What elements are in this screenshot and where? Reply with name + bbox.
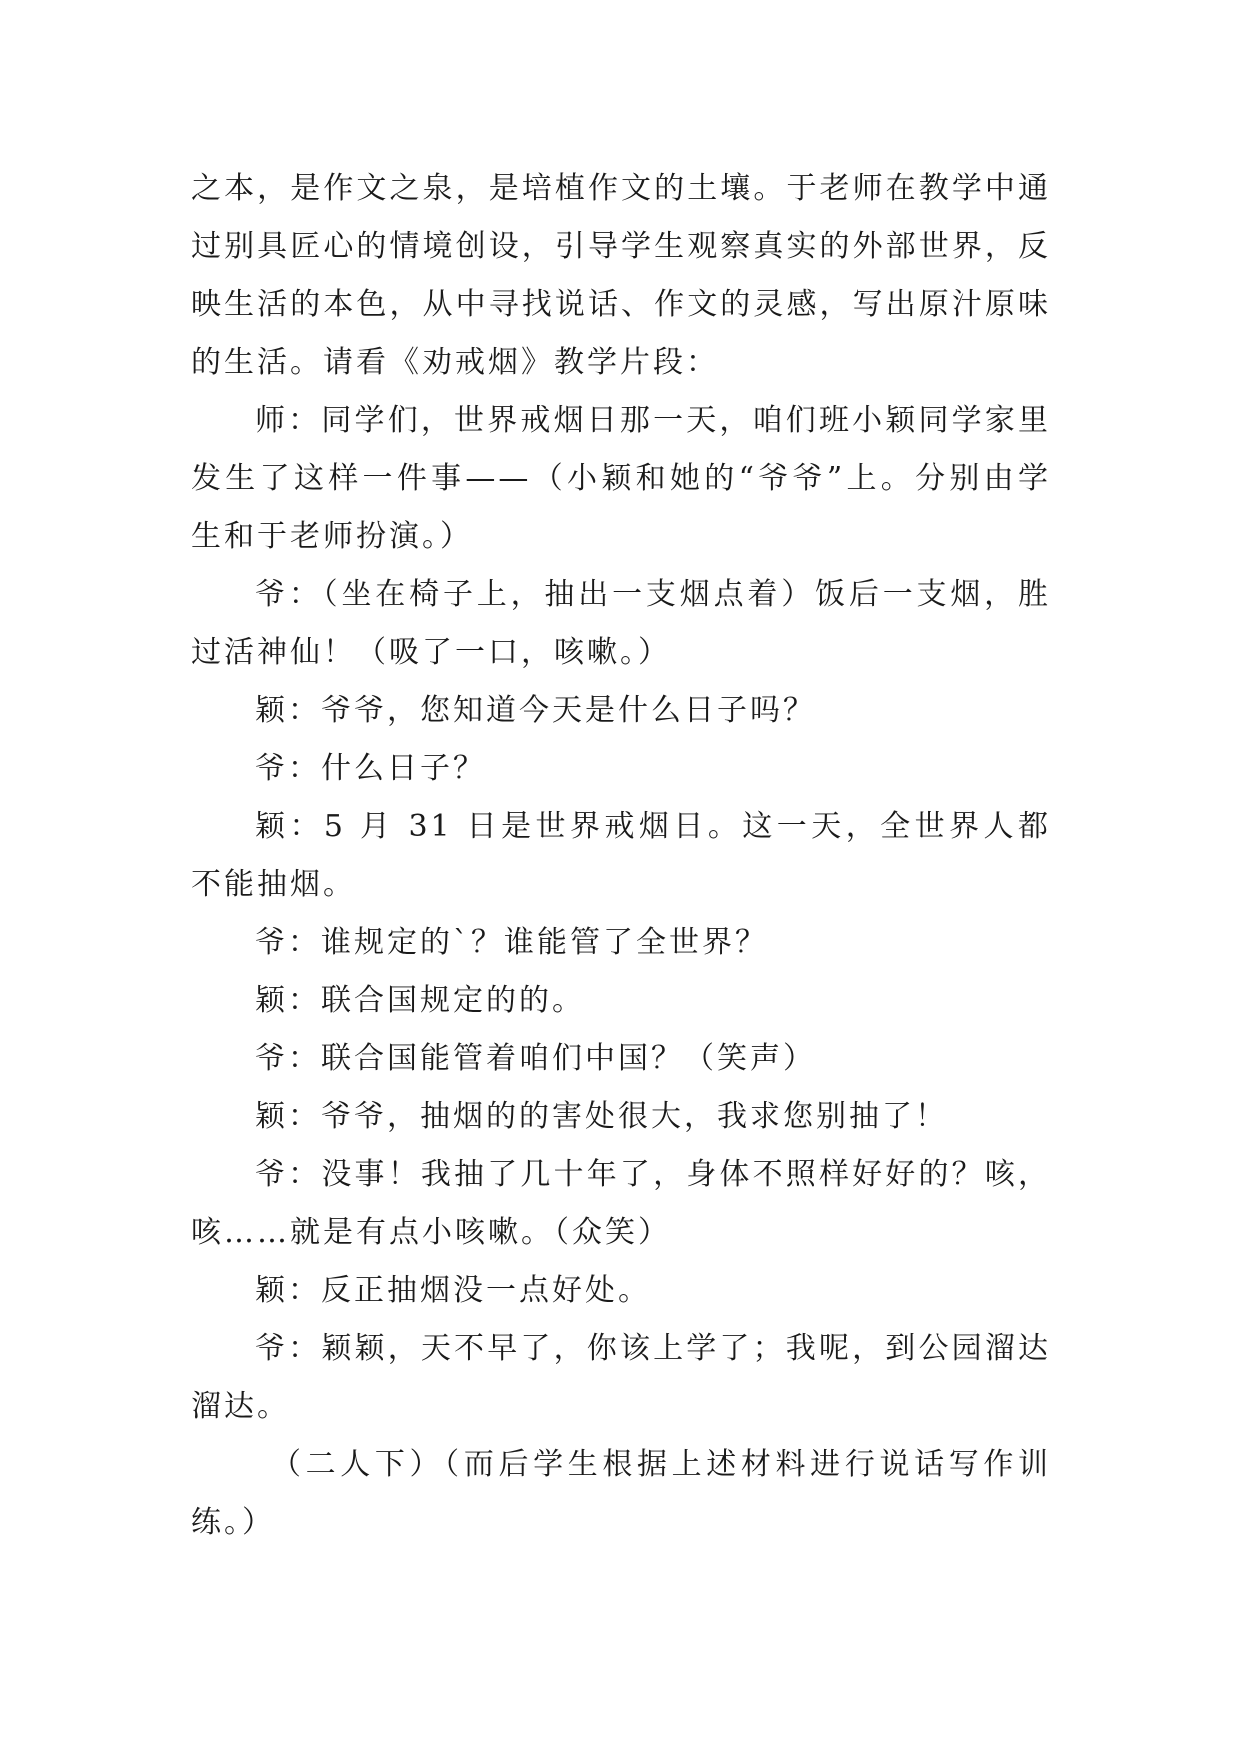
- dialogue-line-teacher: 师：同学们，世界戒烟日那一天，咱们班小颖同学家里发生了这样一件事——（小颖和她的“爷爷”上。分别由学生和于老师扮演。）: [191, 403, 1051, 554]
- dialogue-line-grandpa: 爷：没事！我抽了几十年了，身体不照样好好的？咳，咳……就是有点小咳嗽。（众笑）: [191, 1157, 1051, 1250]
- dialogue-line-grandpa: 爷：联合国能管着咱们中国？（笑声）: [255, 1041, 816, 1076]
- dialogue-line-grandpa: 爷：谁规定的`？谁能管了全世界？: [255, 925, 768, 960]
- dialogue-line-ying: 颖：爷爷，您知道今天是什么日子吗？: [255, 693, 816, 728]
- intro-paragraph: 之本，是作文之泉，是培植作文的土壤。于老师在教学中通过别具匠心的情境创设，引导学生观察真实的外部世界，反映生活的本色，从中寻找说话、作文的灵感，写出原汁原味的生活。请看《劝戒烟》教学片段：: [191, 171, 1051, 380]
- dialogue-line-grandpa: 爷：（坐在椅子上，抽出一支烟点着）饭后一支烟，胜过活神仙！（吸了一口，咳嗽。）: [191, 577, 1051, 670]
- dialogue-line-ying: 颖：反正抽烟没一点好处。: [255, 1273, 651, 1308]
- dialogue-line-ying: 颖：爷爷，抽烟的的害处很大，我求您别抽了！: [255, 1099, 948, 1134]
- stage-direction-paragraph: （二人下）（而后学生根据上述材料进行说话写作训练。）: [191, 1447, 1051, 1540]
- dialogue-line-grandpa: 爷：什么日子？: [255, 751, 486, 786]
- dialogue-line-ying: 颖：联合国规定的的。: [255, 983, 585, 1018]
- dialogue-line-grandpa: 爷：颖颖，天不早了，你该上学了；我呢，到公园溜达溜达。: [191, 1331, 1051, 1424]
- dialogue-line-ying: 颖：5 月 31 日是世界戒烟日。这一天，全世界人都不能抽烟。: [191, 809, 1051, 902]
- document-body: [191, 160, 1051, 1552]
